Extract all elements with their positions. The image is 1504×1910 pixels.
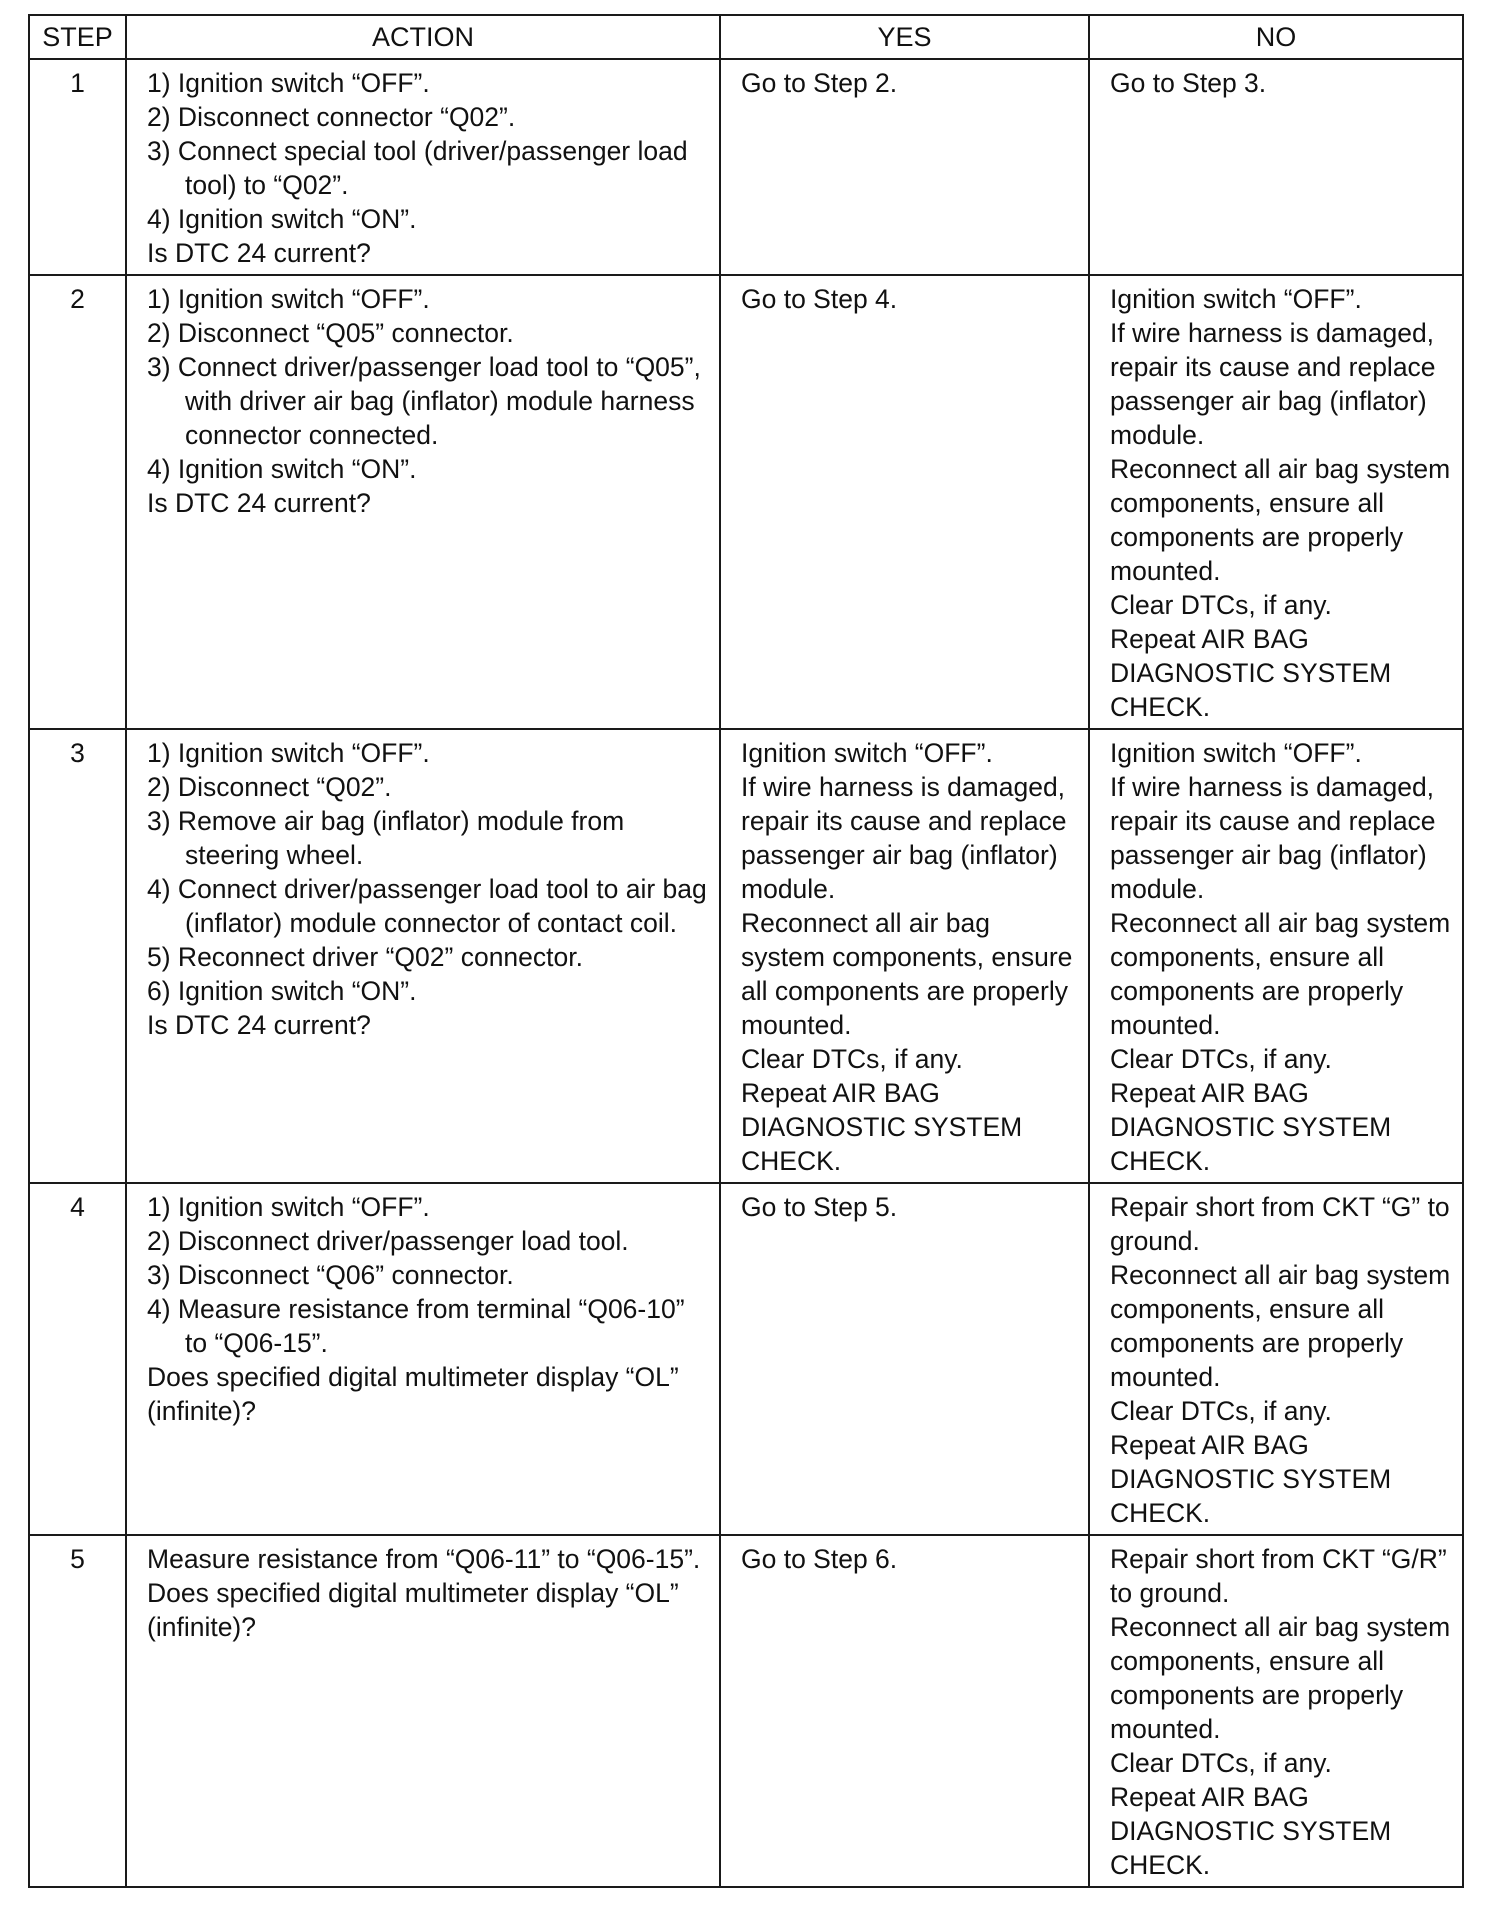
no-cell: [1089, 59, 1463, 275]
action-line: 2) Disconnect driver/passenger load tool.: [147, 1226, 629, 1256]
no-cell: [1089, 729, 1463, 1183]
yes-cell: [720, 59, 1089, 275]
no-cell: [1089, 1535, 1463, 1887]
action-line: 4) Ignition switch “ON”.: [147, 204, 417, 234]
header-no: NO: [1089, 15, 1463, 59]
table-body: [29, 59, 1463, 1887]
step-number: 1: [29, 59, 126, 275]
action-line: 5) Reconnect driver “Q02” connector.: [147, 942, 583, 972]
action-line: 6) Ignition switch “ON”.: [147, 976, 417, 1006]
no-line: Clear DTCs, if any.: [1110, 590, 1332, 620]
yes-line: Clear DTCs, if any.: [741, 1044, 963, 1074]
no-line: Repeat AIR BAG DIAGNOSTIC SYSTEM CHECK.: [1110, 624, 1392, 722]
header-step: STEP: [29, 15, 126, 59]
step-number: 5: [29, 1535, 126, 1887]
yes-line: Go to Step 6.: [741, 1544, 898, 1574]
action-line: 1) Ignition switch “OFF”.: [147, 1192, 430, 1222]
no-line: Repair short from CKT “G/R” to ground.: [1110, 1544, 1447, 1608]
step-number: 3: [29, 729, 126, 1183]
yes-line: Go to Step 5.: [741, 1192, 898, 1222]
action-line: Is DTC 24 current?: [147, 1010, 371, 1040]
table-row: [29, 59, 1463, 275]
action-line: 3) Remove air bag (inflator) module from steering wheel.: [147, 806, 625, 870]
header-action: ACTION: [126, 15, 720, 59]
action-line: Is DTC 24 current?: [147, 488, 371, 518]
no-line: Repeat AIR BAG DIAGNOSTIC SYSTEM CHECK.: [1110, 1078, 1392, 1176]
no-line: Clear DTCs, if any.: [1110, 1396, 1332, 1426]
action-line: 4) Measure resistance from terminal “Q06-10” to “Q06-15”.: [147, 1294, 685, 1358]
yes-cell: [720, 1183, 1089, 1535]
no-line: Clear DTCs, if any.: [1110, 1044, 1332, 1074]
no-line: Reconnect all air bag system components, ensure all components are properly mounted.: [1110, 1260, 1451, 1392]
no-line: If wire harness is damaged, repair its cause and replace passenger air bag (inflator) module.: [1110, 772, 1436, 904]
no-line: Ignition switch “OFF”.: [1110, 738, 1362, 768]
action-cell: [126, 1183, 720, 1535]
no-line: Repeat AIR BAG DIAGNOSTIC SYSTEM CHECK.: [1110, 1782, 1392, 1880]
action-cell: [126, 275, 720, 729]
action-line: Is DTC 24 current?: [147, 238, 371, 268]
action-line: Does specified digital multimeter display “OL” (infinite)?: [147, 1578, 679, 1642]
action-line: Measure resistance from “Q06-11” to “Q06-15”.: [147, 1544, 701, 1574]
no-line: Repeat AIR BAG DIAGNOSTIC SYSTEM CHECK.: [1110, 1430, 1392, 1528]
table-row: [29, 729, 1463, 1183]
action-cell: [126, 1535, 720, 1887]
table-row: [29, 1183, 1463, 1535]
table-row: [29, 275, 1463, 729]
yes-line: Go to Step 4.: [741, 284, 898, 314]
action-line: 2) Disconnect “Q02”.: [147, 772, 392, 802]
no-line: Ignition switch “OFF”.: [1110, 284, 1362, 314]
yes-line: Ignition switch “OFF”.: [741, 738, 993, 768]
no-line: Reconnect all air bag system components, ensure all components are properly mounted.: [1110, 1612, 1451, 1744]
step-number: 4: [29, 1183, 126, 1535]
yes-cell: [720, 275, 1089, 729]
no-cell: [1089, 1183, 1463, 1535]
action-line: 1) Ignition switch “OFF”.: [147, 68, 430, 98]
action-line: 3) Connect special tool (driver/passenger load tool) to “Q02”.: [147, 136, 688, 200]
no-line: Repair short from CKT “G” to ground.: [1110, 1192, 1450, 1256]
table-header-row: [29, 15, 1463, 59]
no-line: Reconnect all air bag system components, ensure all components are properly mounted.: [1110, 908, 1451, 1040]
yes-line: Go to Step 2.: [741, 68, 898, 98]
action-line: 1) Ignition switch “OFF”.: [147, 284, 430, 314]
no-cell: [1089, 275, 1463, 729]
no-line: If wire harness is damaged, repair its cause and replace passenger air bag (inflator) module.: [1110, 318, 1436, 450]
action-line: Does specified digital multimeter display “OL” (infinite)?: [147, 1362, 679, 1426]
yes-line: Reconnect all air bag system components, ensure all components are properly mounted.: [741, 908, 1073, 1040]
no-line: Reconnect all air bag system components, ensure all components are properly mounted.: [1110, 454, 1451, 586]
diagnostic-table-page: [28, 14, 1462, 1888]
yes-cell: [720, 1535, 1089, 1887]
action-line: 2) Disconnect connector “Q02”.: [147, 102, 516, 132]
table-row: [29, 1535, 1463, 1887]
no-line: Go to Step 3.: [1110, 68, 1267, 98]
action-line: 3) Disconnect “Q06” connector.: [147, 1260, 514, 1290]
action-cell: [126, 729, 720, 1183]
action-cell: [126, 59, 720, 275]
action-line: 4) Connect driver/passenger load tool to air bag (inflator) module connector of contact coil.: [147, 874, 707, 938]
yes-cell: [720, 729, 1089, 1183]
header-yes: YES: [720, 15, 1089, 59]
no-line: Clear DTCs, if any.: [1110, 1748, 1332, 1778]
action-line: 1) Ignition switch “OFF”.: [147, 738, 430, 768]
yes-line: Repeat AIR BAG DIAGNOSTIC SYSTEM CHECK.: [741, 1078, 1023, 1176]
step-number: 2: [29, 275, 126, 729]
yes-line: If wire harness is damaged, repair its cause and replace passenger air bag (inflator) module.: [741, 772, 1067, 904]
action-line: 4) Ignition switch “ON”.: [147, 454, 417, 484]
action-line: 3) Connect driver/passenger load tool to “Q05”, with driver air bag (inflator) module harness connector connected.: [147, 352, 701, 450]
action-line: 2) Disconnect “Q05” connector.: [147, 318, 514, 348]
diagnostic-table: [28, 14, 1464, 1888]
